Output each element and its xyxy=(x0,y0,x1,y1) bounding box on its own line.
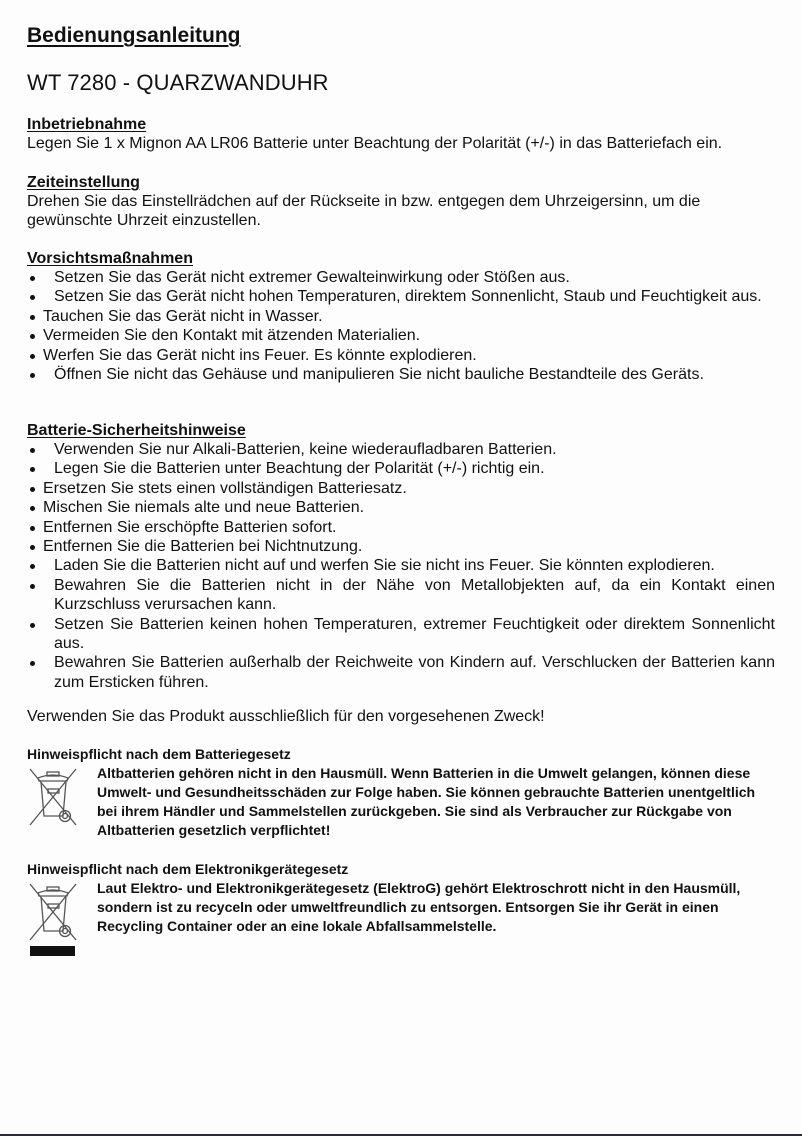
section-text: Altbatterien gehören nicht in den Hausmüll. Wenn Batterien in die Umwelt gelangen, können diese Umwelt- und Gesundheitsschäden zur Folge haben. Sie können gebrauchte Batterien unentgeltlich bei ihrem Händler und Sammelstellen zurückgeben. Sie sind als Verbraucher zur Rückgabe von Altbatterien gesetzlich verpflichtet! xyxy=(97,765,756,838)
section-batterie-sicherheitshinweise xyxy=(27,421,775,692)
crossed-out-wheelie-bin-icon xyxy=(27,881,79,943)
bullet-icon xyxy=(30,487,35,492)
section-title: Hinweispflicht nach dem Batteriegesetz xyxy=(27,746,291,762)
section-elektrog xyxy=(27,861,775,961)
bullet-icon xyxy=(30,334,35,339)
bullet-icon xyxy=(30,526,35,531)
section-title: Inbetriebnahme xyxy=(27,116,147,133)
list-item: Setzen Sie das Gerät nicht hohen Temperaturen, direktem Sonnenlicht, Staub und Feuchtigkeit aus. xyxy=(27,287,775,306)
list-item: Tauchen Sie das Gerät nicht in Wasser. xyxy=(27,307,775,326)
section-text: Drehen Sie das Einstellrädchen auf der Rückseite in bzw. entgegen dem Uhrzeigersinn, um die gewünschte Uhrzeit einzustellen. xyxy=(27,193,701,229)
section-text: Laut Elektro- und Elektronikgerätegesetz (ElektroG) gehört Elektroschrott nicht in den Hausmüll, sondern ist zu recyceln oder umweltfreundlich zu entsorgen. Entsorgen Sie ihr Gerät in einen Recycling Container oder an eine lokale Abfallsammelstelle. xyxy=(97,880,741,934)
battery-safety-list xyxy=(27,440,775,692)
bullet-icon xyxy=(30,564,35,569)
list-item: Öffnen Sie nicht das Gehäuse und manipulieren Sie nicht bauliche Bestandteile des Geräts. xyxy=(27,365,775,384)
precautions-list xyxy=(27,268,775,384)
crossed-out-wheelie-bin-icon xyxy=(27,766,79,828)
list-item: Setzen Sie das Gerät nicht extremer Gewalteinwirkung oder Stößen aus. xyxy=(27,268,775,287)
bullet-icon xyxy=(30,448,35,453)
list-item: Bewahren Sie Batterien außerhalb der Reichweite von Kindern auf. Verschlucken der Batterien kann zum Ersticken führen. xyxy=(27,653,775,692)
document-title: Bedienungsanleitung xyxy=(27,24,241,47)
intended-use-note: Verwenden Sie das Produkt ausschließlich für den vorgesehenen Zweck! xyxy=(27,708,545,725)
section-vorsichtsmassnahmen xyxy=(27,249,775,384)
bullet-icon xyxy=(30,295,35,300)
bullet-icon xyxy=(30,373,35,378)
list-item: Mischen Sie niemals alte und neue Batterien. xyxy=(27,498,775,517)
list-item: Vermeiden Sie den Kontakt mit ätzenden Materialien. xyxy=(27,326,775,345)
product-title: WT 7280 - QUARZWANDUHR xyxy=(27,70,329,95)
section-text: Legen Sie 1 x Mignon AA LR06 Batterie unter Beachtung der Polarität (+/-) in das Batteriefach ein. xyxy=(27,135,723,152)
list-item: Legen Sie die Batterien unter Beachtung der Polarität (+/-) richtig ein. xyxy=(27,459,775,478)
bullet-icon xyxy=(30,545,35,550)
bullet-icon xyxy=(30,584,35,589)
list-item: Entfernen Sie die Batterien bei Nichtnutzung. xyxy=(27,537,775,556)
section-batteriegesetz xyxy=(27,746,775,846)
section-inbetriebnahme xyxy=(27,115,775,153)
list-item: Ersetzen Sie stets einen vollständigen Batteriesatz. xyxy=(27,479,775,498)
black-bar-icon xyxy=(30,946,75,956)
section-zeiteinstellung xyxy=(27,173,767,230)
list-item: Werfen Sie das Gerät nicht ins Feuer. Es könnte explodieren. xyxy=(27,346,775,365)
bullet-icon xyxy=(30,506,35,511)
section-title: Batterie-Sicherheitshinweise xyxy=(27,422,246,439)
list-item: Bewahren Sie die Batterien nicht in der Nähe von Metallobjekten auf, da ein Kontakt einen Kurzschluss verursachen kann. xyxy=(27,576,775,615)
bullet-icon xyxy=(30,354,35,359)
list-item: Laden Sie die Batterien nicht auf und werfen Sie sie nicht ins Feuer. Sie könnten explodieren. xyxy=(27,556,775,575)
list-item: Setzen Sie Batterien keinen hohen Temperaturen, extremer Feuchtigkeit oder direktem Sonnenlicht aus. xyxy=(27,615,775,654)
bullet-icon xyxy=(30,467,35,472)
list-item: Entfernen Sie erschöpfte Batterien sofort. xyxy=(27,518,775,537)
bullet-icon xyxy=(30,315,35,320)
bullet-icon xyxy=(30,623,35,628)
bullet-icon xyxy=(30,661,35,666)
section-title: Zeiteinstellung xyxy=(27,174,140,191)
bullet-icon xyxy=(30,276,35,281)
section-title: Vorsichtsmaßnahmen xyxy=(27,250,193,267)
section-title: Hinweispflicht nach dem Elektronikgerätegesetz xyxy=(27,861,349,877)
list-item: Verwenden Sie nur Alkali-Batterien, keine wiederaufladbaren Batterien. xyxy=(27,440,775,459)
